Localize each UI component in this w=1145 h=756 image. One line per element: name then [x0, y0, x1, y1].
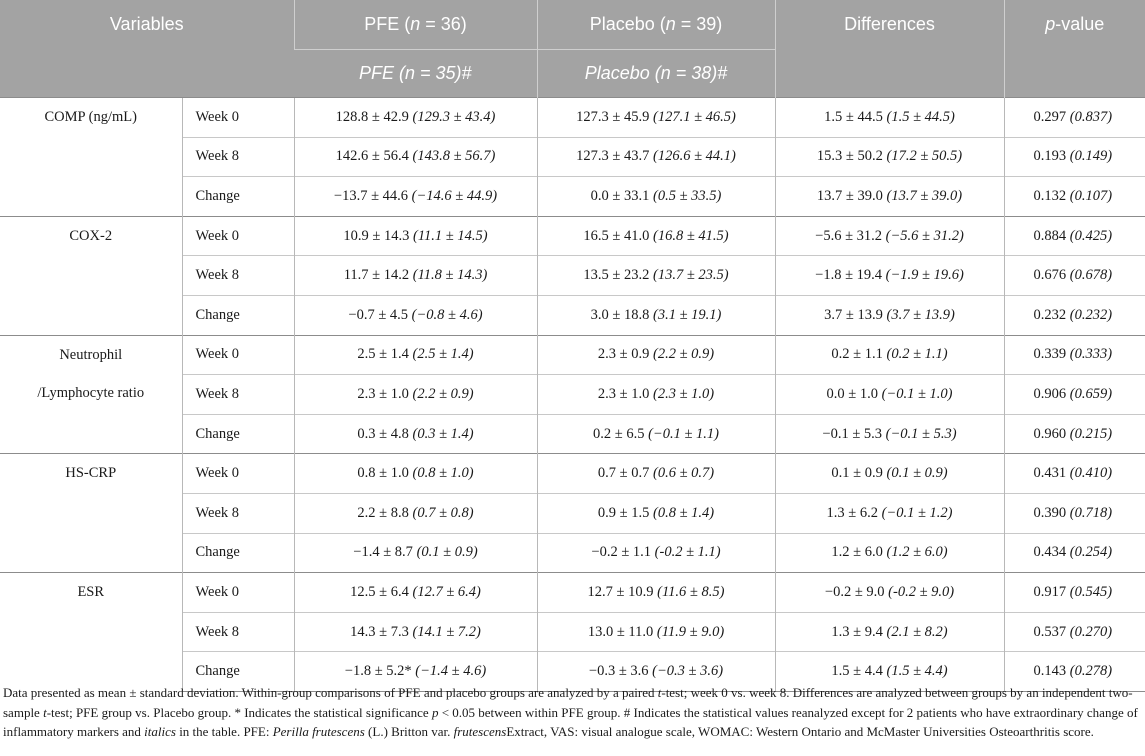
pfe-cell — [294, 177, 537, 217]
period-cell: Change — [182, 652, 294, 692]
value: 11.7 ± 14.2 — [343, 267, 410, 284]
reanalyzed-value: (0.1 ± 0.9) — [416, 544, 478, 561]
footnote-text: (L.) Britton var. — [364, 724, 454, 739]
placebo-cell — [537, 573, 775, 613]
period-cell: Week 0 — [182, 335, 294, 375]
reanalyzed-value: (0.6 ± 0.7) — [652, 465, 715, 482]
variable-name: COX-2 — [0, 216, 182, 335]
difference-cell — [775, 454, 1004, 494]
table-row — [0, 335, 1145, 375]
value: 2.3 ± 1.0 — [357, 385, 409, 402]
period-cell: Change — [182, 533, 294, 573]
header-differences — [775, 0, 1004, 98]
reanalyzed-value: (2.5 ± 1.4) — [412, 346, 474, 363]
reanalyzed-value: (0.659) — [1069, 385, 1113, 402]
value: −0.3 ± 3.6 — [588, 663, 649, 680]
pfe-cell — [294, 256, 537, 296]
value: 1.3 ± 9.4 — [831, 623, 883, 640]
value: −0.7 ± 4.5 — [348, 306, 409, 323]
reanalyzed-value: (17.2 ± 50.5) — [886, 148, 963, 165]
value: 1.5 ± 4.4 — [831, 663, 883, 680]
pfe-cell — [294, 573, 537, 613]
value: 13.7 ± 39.0 — [816, 187, 883, 204]
header-pfe — [294, 0, 537, 50]
value: 0.676 — [1033, 267, 1067, 284]
reanalyzed-value: (0.425) — [1069, 227, 1113, 244]
header-placebo — [537, 0, 775, 50]
table-header — [0, 0, 1145, 98]
value: 127.3 ± 43.7 — [576, 148, 650, 165]
header-placebo-suffix: = 39) — [675, 14, 723, 34]
value: 0.9 ± 1.5 — [597, 504, 650, 521]
pfe-cell — [294, 216, 537, 256]
period-cell: Week 8 — [182, 493, 294, 533]
footnote-text: Data presented as mean ± standard deviation. Within-group comparisons of PFE and placebo groups are analyzed by a paired — [3, 685, 658, 700]
difference-cell — [775, 612, 1004, 652]
value: 12.7 ± 10.9 — [587, 583, 654, 600]
placebo-cell — [537, 256, 775, 296]
placebo-cell — [537, 177, 775, 217]
reanalyzed-value: (1.2 ± 6.0) — [886, 544, 948, 561]
difference-cell — [775, 216, 1004, 256]
group-esr — [0, 573, 1145, 692]
value: −0.2 ± 1.1 — [591, 544, 652, 561]
reanalyzed-value: (127.1 ± 46.5) — [652, 108, 736, 125]
reanalyzed-value: (16.8 ± 41.5) — [652, 227, 729, 244]
reanalyzed-value: (126.6 ± 44.1) — [652, 148, 736, 165]
placebo-cell — [537, 375, 775, 415]
variable-name-line-2: /Lymphocyte ratio — [37, 385, 145, 402]
value: 0.339 — [1033, 346, 1067, 363]
footnote-text: -test; week 0 vs. week 8. Differences are analyzed between groups by an independent two-sample — [3, 685, 1133, 720]
p-value-cell — [1004, 414, 1145, 454]
p-value-cell — [1004, 256, 1145, 296]
footnote-text: Extract, VAS: visual analogue scale, WOMAC: Western Ontario and McMaster Universities Osteoarthritis score. — [506, 724, 1094, 739]
p-value-cell — [1004, 335, 1145, 375]
reanalyzed-value: (−0.1 ± 1.1) — [648, 425, 719, 442]
reanalyzed-value: (3.1 ± 19.1) — [652, 306, 722, 323]
footnote-italic: italics — [144, 724, 176, 739]
reanalyzed-value: (-0.2 ± 1.1) — [654, 544, 721, 561]
value: 0.232 — [1033, 306, 1067, 323]
value: 1.2 ± 6.0 — [831, 544, 883, 561]
value: 14.3 ± 7.3 — [350, 623, 409, 640]
value: 0.960 — [1033, 425, 1067, 442]
reanalyzed-value: (−1.4 ± 4.6) — [415, 663, 487, 680]
footnote-text: in the table. PFE: — [175, 724, 273, 739]
reanalyzed-value: (0.254) — [1069, 544, 1113, 561]
value: 13.0 ± 11.0 — [587, 623, 654, 640]
footnote-text: < 0.05 between within PFE group. # Indicates the statistical values reanalyzed except for 2 patients who have extraordinary change of inflammatory markers and — [3, 704, 1138, 739]
header-p-value — [1004, 0, 1145, 98]
group-neutrophil-lymphocyte-ratio — [0, 335, 1145, 454]
period-cell: Week 8 — [182, 375, 294, 415]
reanalyzed-value: (0.718) — [1069, 504, 1113, 521]
header-pfe-prefix: PFE ( — [364, 14, 411, 34]
period-cell: Week 8 — [182, 612, 294, 652]
p-value-cell — [1004, 295, 1145, 335]
reanalyzed-value: (11.9 ± 9.0) — [656, 623, 725, 640]
value: 16.5 ± 41.0 — [583, 227, 650, 244]
value: 142.6 ± 56.4 — [335, 148, 409, 165]
difference-cell — [775, 177, 1004, 217]
pfe-cell — [294, 295, 537, 335]
reanalyzed-value: (−14.6 ± 44.9) — [411, 187, 498, 204]
reanalyzed-value: (0.678) — [1069, 267, 1113, 284]
value: 15.3 ± 50.2 — [816, 148, 883, 165]
value: 2.3 ± 1.0 — [597, 385, 650, 402]
value: 0.193 — [1033, 148, 1067, 165]
reanalyzed-value: (0.270) — [1069, 623, 1113, 640]
reanalyzed-value: (0.5 ± 33.5) — [652, 187, 722, 204]
p-value-cell — [1004, 573, 1145, 613]
value: 127.3 ± 45.9 — [576, 108, 650, 125]
reanalyzed-value: (143.8 ± 56.7) — [412, 148, 496, 165]
variable-name: HS-CRP — [0, 454, 182, 573]
pfe-cell — [294, 98, 537, 138]
footnote-text: -test; PFE group vs. Placebo group. * Indicates the statistical significance — [46, 704, 432, 720]
period-cell: Week 0 — [182, 216, 294, 256]
value: 0.434 — [1033, 544, 1067, 561]
reanalyzed-value: (14.1 ± 7.2) — [412, 623, 481, 640]
p-value-cell — [1004, 98, 1145, 138]
difference-cell — [775, 573, 1004, 613]
reanalyzed-value: (0.410) — [1069, 465, 1113, 482]
reanalyzed-value: (11.6 ± 8.5) — [657, 583, 725, 600]
reanalyzed-value: (3.7 ± 13.9) — [886, 306, 955, 323]
value: 0.7 ± 0.7 — [597, 465, 650, 482]
value: 2.5 ± 1.4 — [357, 346, 409, 363]
header-placebo-prefix: Placebo ( — [589, 14, 666, 34]
header-pfe-reanalyzed: PFE (n = 35)# — [294, 50, 537, 98]
difference-cell — [775, 414, 1004, 454]
reanalyzed-value: (1.5 ± 4.4) — [886, 663, 948, 680]
value: −0.2 ± 9.0 — [824, 583, 885, 600]
reanalyzed-value: (−5.6 ± 31.2) — [885, 227, 964, 244]
group-comp — [0, 98, 1145, 217]
pfe-cell — [294, 612, 537, 652]
value: 0.431 — [1033, 465, 1067, 482]
difference-cell — [775, 533, 1004, 573]
value: 0.0 ± 1.0 — [826, 385, 878, 402]
footnote-italic: t — [657, 685, 662, 700]
reanalyzed-value: (0.107) — [1069, 187, 1113, 204]
pfe-cell — [294, 454, 537, 494]
value: −5.6 ± 31.2 — [815, 227, 883, 244]
header-variables-text: Variables — [109, 14, 184, 34]
reanalyzed-value: (0.8 ± 1.0) — [412, 465, 474, 482]
value: 1.5 ± 44.5 — [824, 108, 883, 125]
p-value-cell — [1004, 533, 1145, 573]
reanalyzed-value: (−1.9 ± 19.6) — [885, 267, 964, 284]
value: 0.390 — [1033, 504, 1067, 521]
group-cox-2 — [0, 216, 1145, 335]
header-variables — [0, 0, 294, 98]
value: 0.537 — [1033, 623, 1067, 640]
p-value-cell — [1004, 493, 1145, 533]
value: 12.5 ± 6.4 — [350, 583, 409, 600]
variable-name: ESR — [0, 573, 182, 692]
period-cell: Week 0 — [182, 573, 294, 613]
value: 0.132 — [1033, 187, 1067, 204]
p-value-cell — [1004, 216, 1145, 256]
p-value-cell — [1004, 454, 1145, 494]
group-hs-crp — [0, 454, 1145, 573]
value: 0.143 — [1033, 663, 1067, 680]
difference-cell — [775, 335, 1004, 375]
placebo-cell — [537, 295, 775, 335]
value: 10.9 ± 14.3 — [343, 227, 410, 244]
table-row — [0, 454, 1145, 494]
pfe-cell — [294, 335, 537, 375]
p-value-cell — [1004, 375, 1145, 415]
placebo-cell — [537, 98, 775, 138]
header-placebo-n: n — [665, 14, 676, 34]
pfe-cell — [294, 137, 537, 177]
reanalyzed-value: (13.7 ± 23.5) — [652, 267, 729, 284]
reanalyzed-value: (−0.8 ± 4.6) — [411, 306, 483, 323]
period-cell: Change — [182, 295, 294, 335]
difference-cell — [775, 137, 1004, 177]
footnote-italic: p — [431, 704, 439, 720]
reanalyzed-value: (0.545) — [1069, 583, 1113, 600]
pfe-cell — [294, 375, 537, 415]
reanalyzed-value: (0.278) — [1069, 663, 1113, 680]
reanalyzed-value: (−0.1 ± 1.2) — [881, 504, 953, 521]
reanalyzed-value: (0.3 ± 1.4) — [412, 425, 474, 442]
value: 0.2 ± 6.5 — [593, 425, 645, 442]
value: 2.3 ± 0.9 — [597, 346, 650, 363]
header-pfe-suffix: = 36) — [420, 14, 467, 34]
period-cell: Week 0 — [182, 98, 294, 138]
value: 13.5 ± 23.2 — [583, 267, 650, 284]
reanalyzed-value: (2.1 ± 8.2) — [886, 623, 948, 640]
p-value-cell — [1004, 177, 1145, 217]
pfe-cell — [294, 493, 537, 533]
value: 0.884 — [1033, 227, 1067, 244]
value: −1.8 ± 19.4 — [815, 267, 883, 284]
reanalyzed-value: (13.7 ± 39.0) — [886, 187, 963, 204]
footnote-variety: frutescens — [453, 724, 507, 739]
reanalyzed-value: (−0.1 ± 1.0) — [881, 385, 953, 402]
value: 0.0 ± 33.1 — [590, 187, 650, 204]
placebo-cell — [537, 612, 775, 652]
value: 3.7 ± 13.9 — [824, 306, 883, 323]
variable-name — [0, 335, 182, 454]
value: 0.1 ± 0.9 — [831, 465, 883, 482]
footnote-species: Perilla frutescens — [272, 724, 365, 739]
value: 128.8 ± 42.9 — [335, 108, 409, 125]
value: 3.0 ± 18.8 — [590, 306, 650, 323]
reanalyzed-value: (1.5 ± 44.5) — [886, 108, 955, 125]
difference-cell — [775, 375, 1004, 415]
difference-cell — [775, 98, 1004, 138]
period-cell: Week 0 — [182, 454, 294, 494]
reanalyzed-value: (129.3 ± 43.4) — [412, 108, 496, 125]
placebo-cell — [537, 454, 775, 494]
reanalyzed-value: (2.2 ± 0.9) — [652, 346, 715, 363]
variable-name-line-1: Neutrophil — [59, 346, 123, 363]
difference-cell — [775, 256, 1004, 296]
reanalyzed-value: (11.8 ± 14.3) — [412, 267, 488, 284]
value: 0.8 ± 1.0 — [357, 465, 409, 482]
period-cell: Change — [182, 177, 294, 217]
reanalyzed-value: (11.1 ± 14.5) — [413, 227, 488, 244]
placebo-cell — [537, 216, 775, 256]
p-value-cell — [1004, 137, 1145, 177]
reanalyzed-value: (−0.3 ± 3.6) — [652, 663, 724, 680]
period-cell: Change — [182, 414, 294, 454]
value: 2.2 ± 8.8 — [357, 504, 409, 521]
table-row — [0, 98, 1145, 138]
reanalyzed-value: (2.3 ± 1.0) — [652, 385, 715, 402]
value: 0.906 — [1033, 385, 1067, 402]
placebo-cell — [537, 335, 775, 375]
table-footnote — [3, 683, 1141, 742]
header-p-italic: p — [1045, 14, 1056, 34]
reanalyzed-value: (−0.1 ± 5.3) — [885, 425, 957, 442]
reanalyzed-value: (0.215) — [1069, 425, 1113, 442]
value: −0.1 ± 5.3 — [822, 425, 883, 442]
value: 1.3 ± 6.2 — [826, 504, 878, 521]
value: −1.4 ± 8.7 — [353, 544, 413, 561]
reanalyzed-value: (0.7 ± 0.8) — [412, 504, 474, 521]
table-row — [0, 573, 1145, 613]
value: 0.2 ± 1.1 — [831, 346, 883, 363]
period-cell: Week 8 — [182, 137, 294, 177]
value: 0.3 ± 4.8 — [357, 425, 409, 442]
p-value-cell — [1004, 612, 1145, 652]
reanalyzed-value: (0.149) — [1069, 148, 1113, 165]
header-placebo-reanalyzed: Placebo (n = 38)# — [537, 50, 775, 98]
header-pfe-n: n — [410, 14, 421, 34]
reanalyzed-value: (0.837) — [1069, 108, 1113, 125]
value: 0.917 — [1033, 583, 1067, 600]
reanalyzed-value: (0.333) — [1069, 346, 1113, 363]
placebo-cell — [537, 493, 775, 533]
value: −1.8 ± 5.2* — [344, 663, 412, 680]
reanalyzed-value: (2.2 ± 0.9) — [412, 385, 474, 402]
placebo-cell — [537, 414, 775, 454]
reanalyzed-value: (-0.2 ± 9.0) — [888, 583, 955, 600]
header-differences-text: Differences — [844, 14, 935, 34]
header-p-suffix: -value — [1055, 14, 1105, 34]
reanalyzed-value: (0.232) — [1069, 306, 1113, 323]
period-cell: Week 8 — [182, 256, 294, 296]
value: 0.297 — [1033, 108, 1067, 125]
pfe-cell — [294, 414, 537, 454]
table-row — [0, 216, 1145, 256]
footnote-italic: t — [43, 704, 47, 720]
placebo-cell — [537, 533, 775, 573]
difference-cell — [775, 493, 1004, 533]
reanalyzed-value: (0.1 ± 0.9) — [886, 465, 948, 482]
placebo-cell — [537, 137, 775, 177]
reanalyzed-value: (0.8 ± 1.4) — [652, 504, 715, 521]
reanalyzed-value: (12.7 ± 6.4) — [412, 583, 481, 600]
variable-name: COMP (ng/mL) — [0, 98, 182, 217]
value: −13.7 ± 44.6 — [333, 187, 409, 204]
pfe-cell — [294, 533, 537, 573]
reanalyzed-value: (0.2 ± 1.1) — [886, 346, 948, 363]
difference-cell — [775, 295, 1004, 335]
